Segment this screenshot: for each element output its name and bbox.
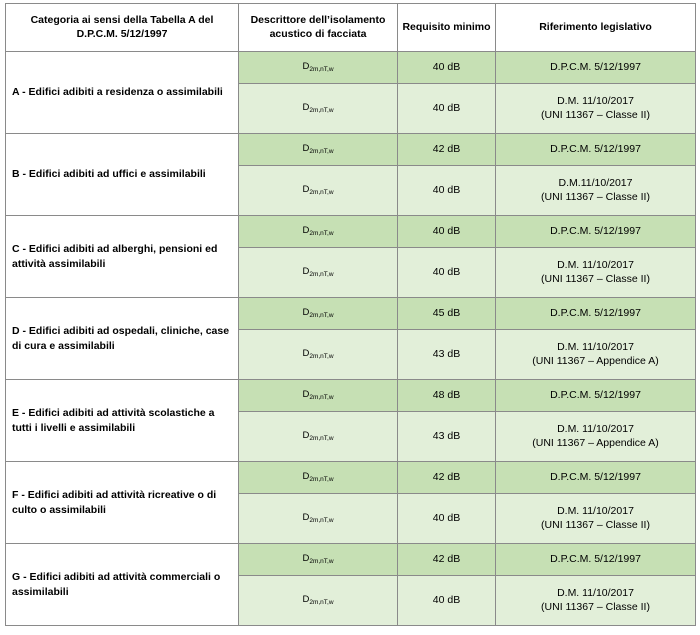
descriptor-subscript: 2m,nT,w <box>309 65 334 73</box>
reference-standard: (UNI 11367 – Classe II) <box>541 600 650 613</box>
descriptor-main: D <box>302 224 310 236</box>
category-cell: B - Edifici adibiti ad uffici e assimilabili <box>6 134 239 216</box>
reference-cell <box>496 576 696 626</box>
requirement-cell: 43 dB <box>398 412 496 462</box>
descriptor-cell <box>239 462 398 494</box>
reference-standard: (UNI 11367 – Appendice A) <box>532 354 659 367</box>
table-row <box>6 298 696 330</box>
reference-line: D.M. 11/10/2017 <box>557 422 634 435</box>
descriptor-main: D <box>302 388 310 400</box>
requirement-cell: 45 dB <box>398 298 496 330</box>
requirement-cell: 40 dB <box>398 166 496 216</box>
table-body <box>6 52 696 626</box>
requirement-cell: 42 dB <box>398 462 496 494</box>
descriptor-cell <box>239 134 398 166</box>
descriptor-main: D <box>302 470 310 482</box>
reference-line: D.P.C.M. 5/12/1997 <box>550 552 641 565</box>
requirement-cell: 40 dB <box>398 494 496 544</box>
reference-cell <box>496 462 696 494</box>
reference-cell <box>496 248 696 298</box>
requirement-cell: 40 dB <box>398 84 496 134</box>
descriptor-cell <box>239 84 398 134</box>
descriptor-cell <box>239 494 398 544</box>
descriptor-subscript: 2m,nT,w <box>309 352 334 360</box>
table-row <box>6 380 696 412</box>
table-container <box>5 3 695 626</box>
reference-cell <box>496 544 696 576</box>
reference-line: D.M. 11/10/2017 <box>557 258 634 271</box>
header-min-requirement: Requisito minimo <box>398 4 496 52</box>
descriptor-subscript: 2m,nT,w <box>309 393 334 401</box>
category-cell: D - Edifici adibiti ad ospedali, cliniche, case di cura e assimilabili <box>6 298 239 380</box>
reference-line: D.P.C.M. 5/12/1997 <box>550 142 641 155</box>
reference-line: D.P.C.M. 5/12/1997 <box>550 224 641 237</box>
reference-cell <box>496 412 696 462</box>
header-descriptor: Descrittore dell’isolamento acustico di facciata <box>239 4 398 52</box>
descriptor-cell <box>239 330 398 380</box>
descriptor-main: D <box>302 429 310 441</box>
descriptor-main: D <box>302 60 310 72</box>
requirement-cell: 40 dB <box>398 216 496 248</box>
table-row <box>6 134 696 166</box>
category-cell: C - Edifici adibiti ad alberghi, pensioni ed attività assimilabili <box>6 216 239 298</box>
descriptor-subscript: 2m,nT,w <box>309 598 334 606</box>
reference-line: D.M.11/10/2017 <box>558 176 633 189</box>
header-category: Categoria ai sensi della Tabella A del D.P.C.M. 5/12/1997 <box>6 4 239 52</box>
descriptor-cell <box>239 380 398 412</box>
descriptor-subscript: 2m,nT,w <box>309 147 334 155</box>
category-cell: A - Edifici adibiti a residenza o assimilabili <box>6 52 239 134</box>
table-row <box>6 544 696 576</box>
descriptor-cell <box>239 216 398 248</box>
reference-cell <box>496 494 696 544</box>
table-row <box>6 216 696 248</box>
descriptor-cell <box>239 544 398 576</box>
descriptor-subscript: 2m,nT,w <box>309 106 334 114</box>
reference-standard: (UNI 11367 – Classe II) <box>541 190 650 203</box>
reference-cell <box>496 134 696 166</box>
descriptor-subscript: 2m,nT,w <box>309 557 334 565</box>
requirement-cell: 48 dB <box>398 380 496 412</box>
requirement-cell: 40 dB <box>398 248 496 298</box>
requirement-cell: 42 dB <box>398 544 496 576</box>
reference-line: D.P.C.M. 5/12/1997 <box>550 388 641 401</box>
requirement-cell: 43 dB <box>398 330 496 380</box>
descriptor-cell <box>239 298 398 330</box>
reference-cell <box>496 84 696 134</box>
reference-line: D.M. 11/10/2017 <box>557 340 634 353</box>
descriptor-subscript: 2m,nT,w <box>309 475 334 483</box>
reference-line: D.P.C.M. 5/12/1997 <box>550 306 641 319</box>
descriptor-main: D <box>302 183 310 195</box>
reference-line: D.M. 11/10/2017 <box>557 504 634 517</box>
descriptor-subscript: 2m,nT,w <box>309 311 334 319</box>
reference-line: D.M. 11/10/2017 <box>557 94 634 107</box>
reference-line: D.P.C.M. 5/12/1997 <box>550 470 641 483</box>
descriptor-cell <box>239 248 398 298</box>
category-cell: F - Edifici adibiti ad attività ricreative o di culto o assimilabili <box>6 462 239 544</box>
descriptor-subscript: 2m,nT,w <box>309 270 334 278</box>
descriptor-cell <box>239 52 398 84</box>
category-cell: E - Edifici adibiti ad attività scolastiche a tutti i livelli e assimilabili <box>6 380 239 462</box>
reference-cell <box>496 380 696 412</box>
reference-standard: (UNI 11367 – Appendice A) <box>532 436 659 449</box>
descriptor-subscript: 2m,nT,w <box>309 188 334 196</box>
requirement-cell: 42 dB <box>398 134 496 166</box>
descriptor-cell <box>239 576 398 626</box>
reference-cell <box>496 298 696 330</box>
reference-standard: (UNI 11367 – Classe II) <box>541 108 650 121</box>
reference-standard: (UNI 11367 – Classe II) <box>541 272 650 285</box>
descriptor-subscript: 2m,nT,w <box>309 434 334 442</box>
descriptor-main: D <box>302 593 310 605</box>
descriptor-cell <box>239 166 398 216</box>
reference-cell <box>496 330 696 380</box>
reference-cell <box>496 166 696 216</box>
descriptor-main: D <box>302 511 310 523</box>
category-cell: G - Edifici adibiti ad attività commerciali o assimilabili <box>6 544 239 626</box>
descriptor-main: D <box>302 101 310 113</box>
descriptor-main: D <box>302 306 310 318</box>
descriptor-main: D <box>302 552 310 564</box>
header-row <box>6 4 696 52</box>
descriptor-main: D <box>302 142 310 154</box>
reference-line: D.P.C.M. 5/12/1997 <box>550 60 641 73</box>
descriptor-main: D <box>302 347 310 359</box>
reference-cell <box>496 216 696 248</box>
acoustic-requirements-table <box>5 3 696 626</box>
requirement-cell: 40 dB <box>398 576 496 626</box>
reference-cell <box>496 52 696 84</box>
reference-line: D.M. 11/10/2017 <box>557 586 634 599</box>
requirement-cell: 40 dB <box>398 52 496 84</box>
table-row <box>6 462 696 494</box>
header-legislative-reference: Riferimento legislativo <box>496 4 696 52</box>
reference-standard: (UNI 11367 – Classe II) <box>541 518 650 531</box>
descriptor-subscript: 2m,nT,w <box>309 516 334 524</box>
descriptor-subscript: 2m,nT,w <box>309 229 334 237</box>
descriptor-main: D <box>302 265 310 277</box>
descriptor-cell <box>239 412 398 462</box>
table-row <box>6 52 696 84</box>
